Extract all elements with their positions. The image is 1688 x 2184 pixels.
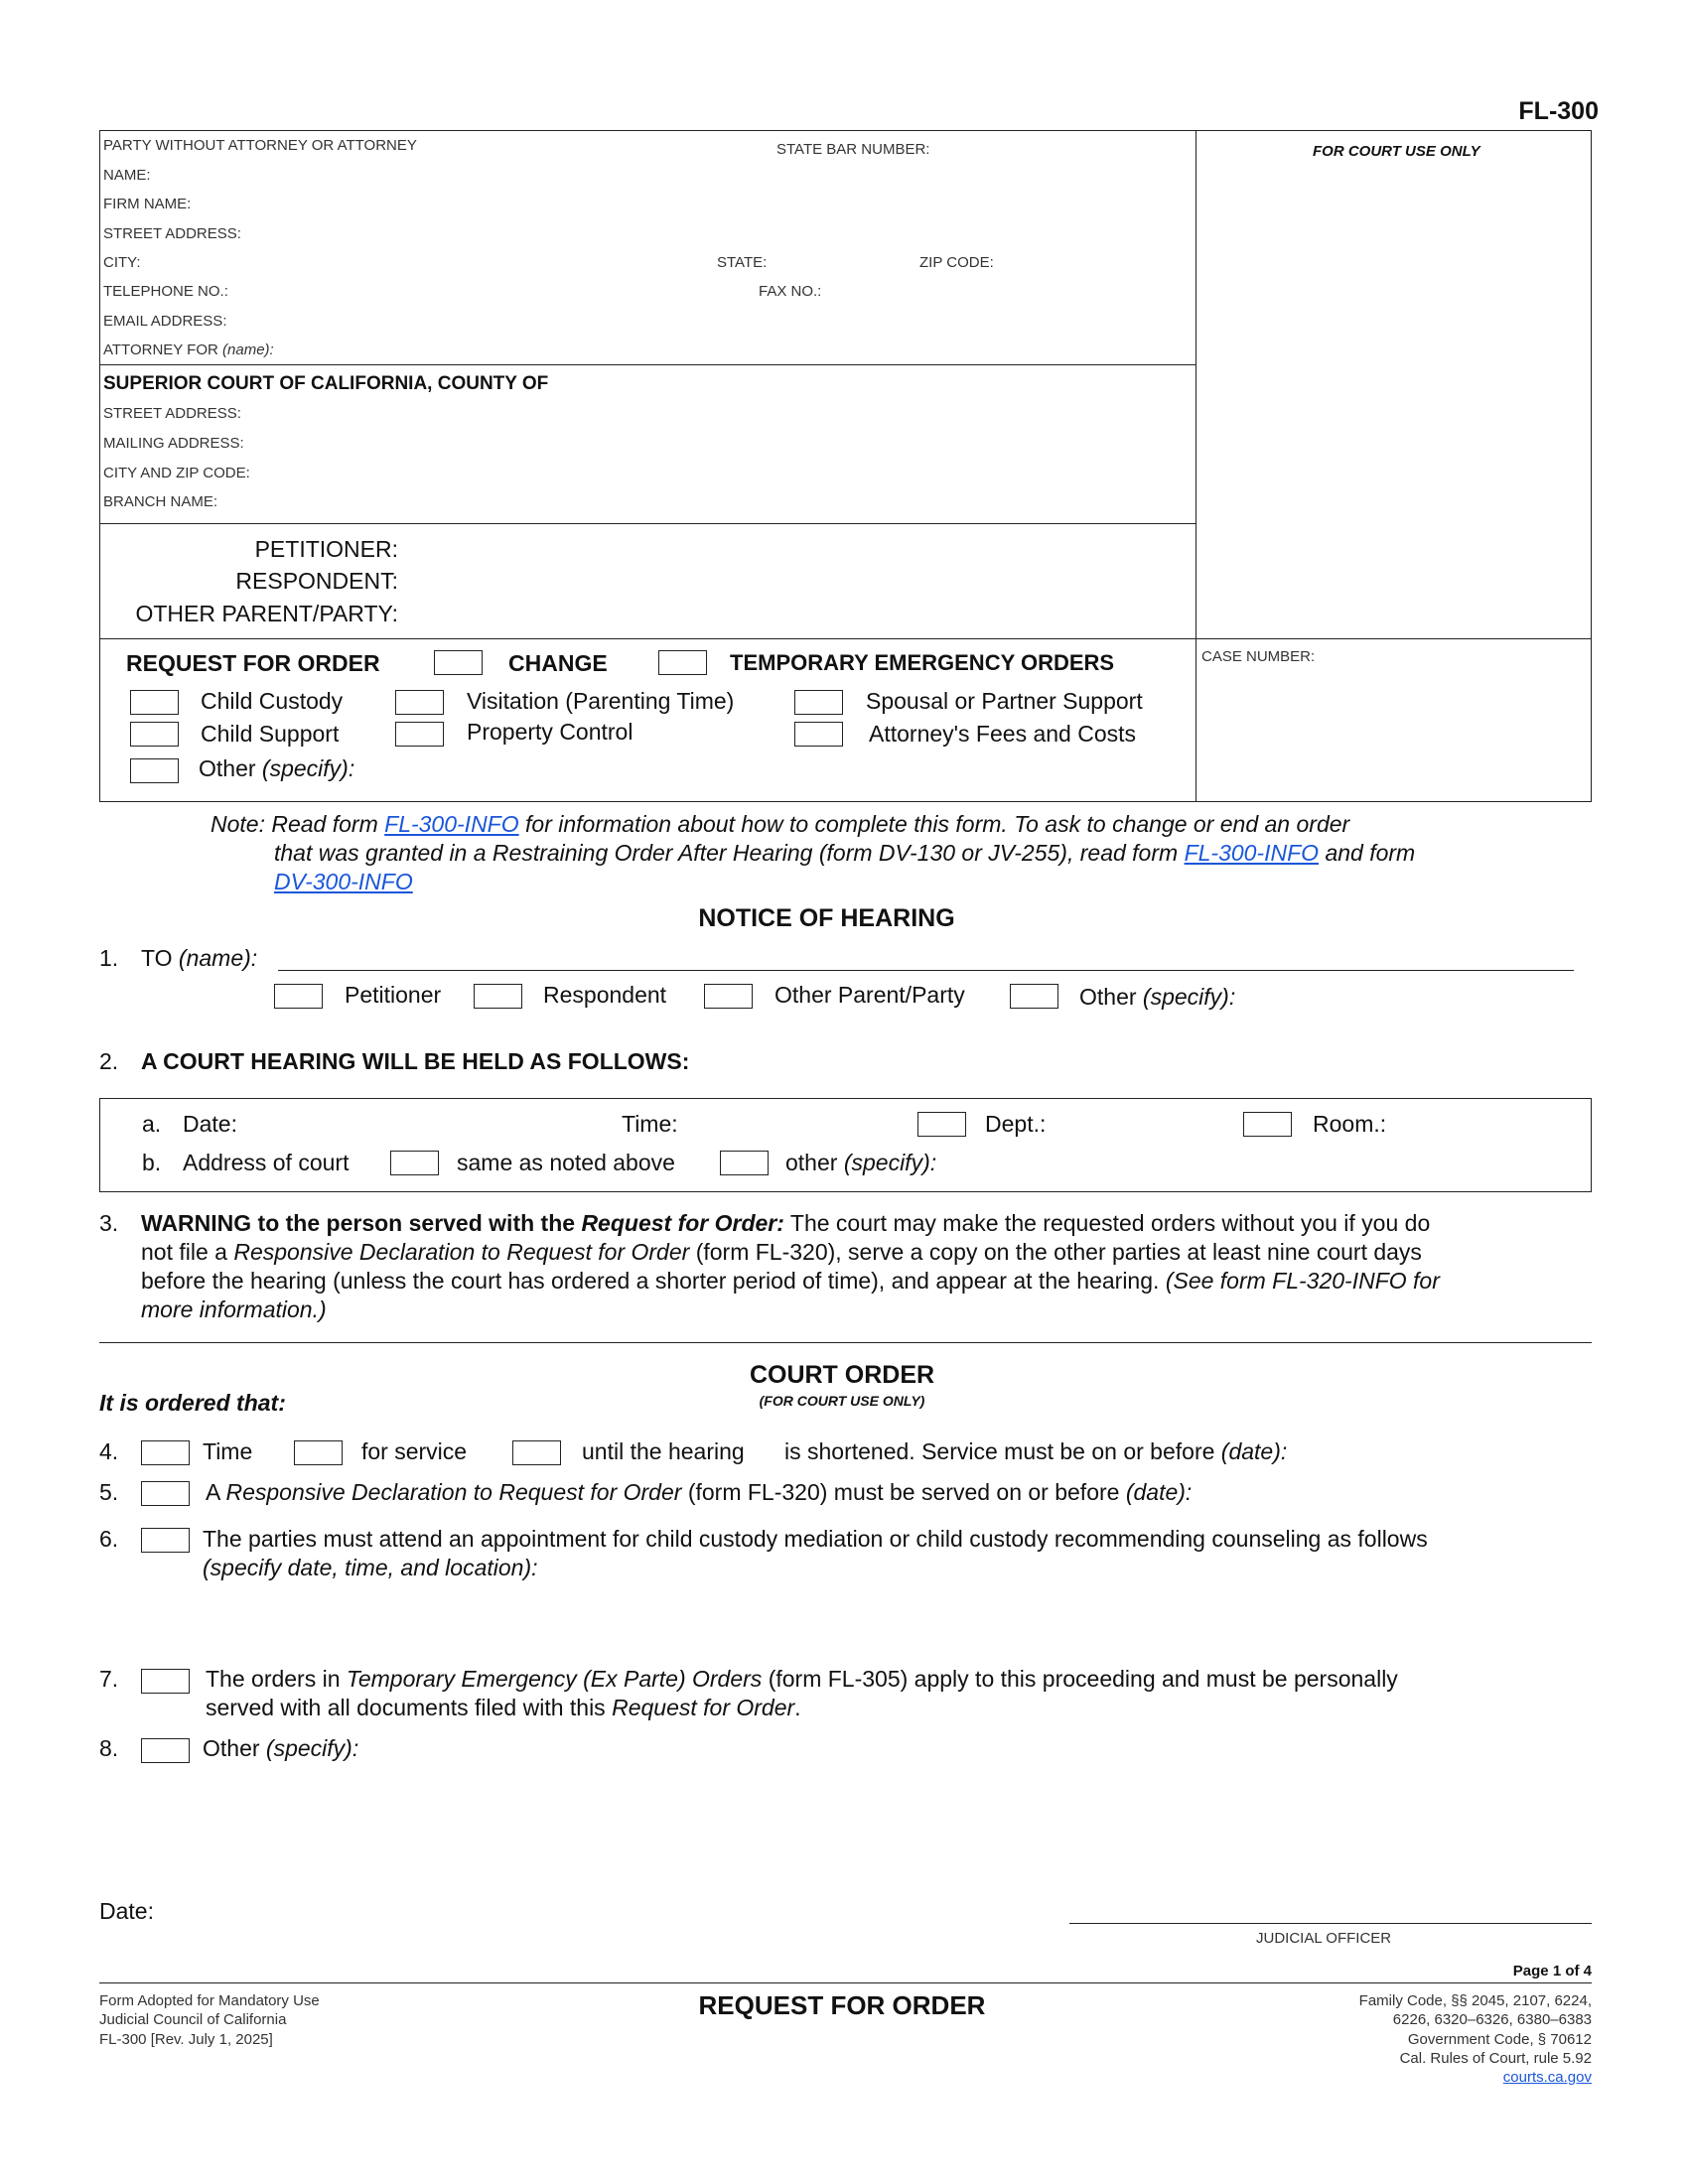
- attorney-for-input[interactable]: [298, 339, 1186, 362]
- telephone-label: TELEPHONE NO.:: [103, 283, 228, 300]
- footer-family-code-1: Family Code, §§ 2045, 2107, 6224,: [1358, 1992, 1592, 2009]
- judicial-signature-input[interactable]: [1072, 1898, 1593, 1922]
- responsive-date-input[interactable]: [1283, 1481, 1583, 1505]
- footer-rule: [99, 1982, 1592, 1983]
- warning-line2: not file a Responsive Declaration to Request for Order (form FL-320), serve a copy on the other parties at least nine court days: [141, 1239, 1422, 1265]
- footer-rules-of-court: Cal. Rules of Court, rule 5.92: [1399, 2050, 1592, 2067]
- petitioner-input[interactable]: [407, 538, 1186, 562]
- firm-label: FIRM NAME:: [103, 196, 192, 212]
- hearing-a-letter: a.: [142, 1111, 162, 1137]
- state-label: STATE:: [717, 254, 768, 271]
- telephone-input[interactable]: [248, 280, 749, 304]
- court-use-only-label: FOR COURT USE ONLY: [1313, 143, 1480, 160]
- item-6-number: 6.: [99, 1526, 119, 1552]
- ordered-that-label: It is ordered that:: [99, 1390, 286, 1416]
- party-label: PARTY WITHOUT ATTORNEY OR ATTORNEY: [103, 137, 417, 154]
- note-line2: that was granted in a Restraining Order After Hearing (form DV-130 or JV-255), read form FL-300-INFO and form: [274, 840, 1416, 866]
- dv-300-info-link[interactable]: DV-300-INFO: [274, 869, 413, 894]
- for-service-checkbox[interactable]: [294, 1440, 343, 1465]
- item-8-number: 8.: [99, 1735, 119, 1761]
- parties-request-divider: [99, 638, 1592, 639]
- warning-line4: more information.): [141, 1297, 327, 1322]
- mediation-specify: (specify date, time, and location):: [203, 1555, 538, 1580]
- service-date-input[interactable]: [1335, 1440, 1582, 1464]
- other-request-input[interactable]: [377, 758, 1186, 782]
- other-parent-input[interactable]: [407, 603, 1186, 626]
- court-order-separator: [99, 1342, 1592, 1343]
- child-support-checkbox[interactable]: [130, 722, 179, 747]
- until-hearing-checkbox[interactable]: [512, 1440, 561, 1465]
- footer-council: Judicial Council of California: [99, 2011, 287, 2028]
- hearing-dept-checkbox[interactable]: [917, 1112, 966, 1137]
- hearing-date-input[interactable]: [254, 1113, 616, 1137]
- child-support-label: Child Support: [201, 721, 340, 747]
- mediation-text: The parties must attend an appointment for child custody mediation or child custody recommending counseling as follows: [203, 1526, 1428, 1552]
- court-parties-divider: [99, 523, 1196, 524]
- responsive-declaration-checkbox[interactable]: [141, 1481, 190, 1506]
- child-custody-label: Child Custody: [201, 688, 344, 714]
- other-order-input[interactable]: [381, 1738, 1582, 1762]
- fl-300-info-link-2[interactable]: FL-300-INFO: [1184, 840, 1320, 866]
- until-hearing-label: until the hearing: [582, 1438, 745, 1464]
- visitation-label: Visitation (Parenting Time): [467, 688, 735, 714]
- court-street-label: STREET ADDRESS:: [103, 405, 241, 422]
- to-name-label: TO (name):: [141, 945, 258, 971]
- note-line3: [274, 869, 413, 895]
- court-branch-input[interactable]: [234, 490, 1186, 514]
- property-control-checkbox[interactable]: [395, 722, 444, 747]
- hearing-b-letter: b.: [142, 1150, 162, 1175]
- footer-family-code-2: 6226, 6320–6326, 6380–6383: [1392, 2011, 1592, 2028]
- court-address-label: Address of court: [183, 1150, 350, 1175]
- time-shortened-checkbox[interactable]: [141, 1440, 190, 1465]
- item-5-number: 5.: [99, 1479, 119, 1505]
- fl-300-info-link-1[interactable]: FL-300-INFO: [384, 811, 519, 837]
- hearing-date-label: Date:: [183, 1111, 237, 1137]
- county-input[interactable]: [635, 373, 1186, 397]
- respondent-input[interactable]: [407, 570, 1186, 594]
- hearing-dept-label: Dept.:: [985, 1111, 1047, 1137]
- other-order-label: Other (specify):: [203, 1735, 359, 1761]
- other-address-input[interactable]: [955, 1152, 1585, 1175]
- item-2-number: 2.: [99, 1048, 119, 1074]
- street-input[interactable]: [262, 222, 1186, 246]
- to-name-input[interactable]: [282, 946, 1577, 970]
- court-city-zip-label: CITY AND ZIP CODE:: [103, 465, 250, 481]
- state-bar-input[interactable]: [953, 138, 1186, 162]
- notice-other-parent-checkbox[interactable]: [704, 984, 753, 1009]
- notice-petitioner-checkbox[interactable]: [274, 984, 323, 1009]
- fax-label: FAX NO.:: [759, 283, 822, 300]
- order-date-input[interactable]: [169, 1900, 669, 1924]
- other-order-checkbox[interactable]: [141, 1738, 190, 1763]
- state-input[interactable]: [778, 251, 912, 275]
- property-control-label: Property Control: [467, 719, 633, 745]
- form-number: FL-300: [1518, 97, 1599, 125]
- other-address-checkbox[interactable]: [720, 1151, 769, 1175]
- street-label: STREET ADDRESS:: [103, 225, 241, 242]
- court-title: SUPERIOR COURT OF CALIFORNIA, COUNTY OF: [103, 373, 549, 394]
- notice-other-parent-label: Other Parent/Party: [774, 982, 965, 1008]
- item-3-number: 3.: [99, 1210, 119, 1236]
- respondent-label: RESPONDENT:: [235, 568, 398, 594]
- for-service-label: for service: [361, 1438, 468, 1464]
- court-mailing-label: MAILING ADDRESS:: [103, 435, 244, 452]
- zip-label: ZIP CODE:: [919, 254, 994, 271]
- ex-parte-line1: The orders in Temporary Emergency (Ex Parte) Orders (form FL-305) apply to this proceeding and must be personally: [206, 1666, 1398, 1692]
- same-address-checkbox[interactable]: [390, 1151, 439, 1175]
- email-input[interactable]: [248, 310, 1186, 334]
- firm-input[interactable]: [209, 193, 1186, 216]
- hearing-room-input[interactable]: [1392, 1113, 1585, 1137]
- order-date-label: Date:: [99, 1898, 154, 1924]
- change-checkbox[interactable]: [434, 650, 483, 675]
- change-label: CHANGE: [508, 650, 608, 676]
- name-label: NAME:: [103, 167, 151, 184]
- spousal-support-checkbox[interactable]: [794, 690, 843, 715]
- other-parent-label: OTHER PARENT/PARTY:: [135, 601, 398, 626]
- other-request-label: Other (specify):: [199, 755, 355, 781]
- responsive-declaration-text: A Responsive Declaration to Request for Order (form FL-320) must be served on or before (date):: [206, 1479, 1193, 1505]
- hearing-dept-input[interactable]: [1055, 1113, 1237, 1137]
- hearing-title: A COURT HEARING WILL BE HELD AS FOLLOWS:: [141, 1048, 690, 1074]
- attorney-fees-label: Attorney's Fees and Costs: [869, 721, 1137, 747]
- petitioner-label: PETITIONER:: [254, 536, 398, 562]
- time-label: Time: [203, 1438, 253, 1464]
- judicial-signature-line: [1069, 1923, 1592, 1924]
- footer-revision: FL-300 [Rev. July 1, 2025]: [99, 2031, 273, 2048]
- court-mailing-input[interactable]: [268, 432, 1186, 456]
- temporary-emergency-checkbox[interactable]: [658, 650, 707, 675]
- footer-government-code: Government Code, § 70612: [1407, 2031, 1592, 2048]
- hearing-time-label: Time:: [622, 1111, 678, 1137]
- court-order-subheading: (FOR COURT USE ONLY): [759, 1393, 925, 1409]
- court-city-zip-input[interactable]: [274, 462, 1186, 485]
- city-label: CITY:: [103, 254, 141, 271]
- notice-other-label: Other (specify):: [1079, 984, 1236, 1010]
- notice-respondent-checkbox[interactable]: [474, 984, 522, 1009]
- shortened-text: is shortened. Service must be on or before (date):: [784, 1438, 1288, 1464]
- item-1-number: 1.: [99, 945, 119, 971]
- ex-parte-line2: served with all documents filed with this Request for Order.: [206, 1695, 801, 1720]
- name-input[interactable]: [159, 164, 1186, 188]
- page-number: Page 1 of 4: [1512, 1963, 1592, 1979]
- hearing-room-checkbox[interactable]: [1243, 1112, 1292, 1137]
- state-bar-label: STATE BAR NUMBER:: [776, 141, 930, 158]
- attorney-fees-checkbox[interactable]: [794, 722, 843, 747]
- court-street-input[interactable]: [262, 402, 1186, 426]
- footer-title: REQUEST FOR ORDER: [698, 1990, 986, 2020]
- mediation-checkbox[interactable]: [141, 1528, 190, 1553]
- notice-other-input[interactable]: [1256, 986, 1578, 1010]
- warning-line3: before the hearing (unless the court has ordered a shorter period of time), and appear at the hearing. (See form FL-320-INFO for: [141, 1268, 1440, 1294]
- case-number-label: CASE NUMBER:: [1201, 648, 1316, 665]
- notice-respondent-label: Respondent: [543, 982, 667, 1008]
- spousal-support-label: Spousal or Partner Support: [866, 688, 1143, 714]
- other-address-label: other (specify):: [785, 1150, 937, 1175]
- other-request-checkbox[interactable]: [130, 758, 179, 783]
- item-4-number: 4.: [99, 1438, 119, 1464]
- hearing-room-label: Room.:: [1313, 1111, 1387, 1137]
- hearing-time-input[interactable]: [687, 1113, 910, 1137]
- same-address-label: same as noted above: [457, 1150, 675, 1175]
- zip-input[interactable]: [1005, 251, 1186, 275]
- request-for-order-title: REQUEST FOR ORDER: [126, 650, 380, 676]
- temporary-emergency-label: TEMPORARY EMERGENCY ORDERS: [730, 650, 1115, 675]
- party-court-divider: [99, 364, 1196, 365]
- attorney-for-label: ATTORNEY FOR (name):: [103, 341, 274, 358]
- courts-website-link[interactable]: courts.ca.gov: [1502, 2069, 1592, 2086]
- notice-petitioner-label: Petitioner: [345, 982, 442, 1008]
- mediation-details-input[interactable]: [203, 1593, 1582, 1617]
- to-name-underline: [278, 970, 1574, 971]
- case-number-input[interactable]: [1203, 685, 1585, 709]
- child-custody-checkbox[interactable]: [130, 690, 179, 715]
- fax-input[interactable]: [836, 280, 1186, 304]
- notice-other-checkbox[interactable]: [1010, 984, 1058, 1009]
- footer-adopted: Form Adopted for Mandatory Use: [99, 1992, 320, 2009]
- warning-line1: WARNING to the person served with the Request for Order: The court may make the requested orders without you if you do: [141, 1210, 1431, 1236]
- court-branch-label: BRANCH NAME:: [103, 493, 218, 510]
- ex-parte-orders-checkbox[interactable]: [141, 1669, 190, 1694]
- notice-of-hearing-heading: NOTICE OF HEARING: [698, 904, 955, 932]
- note-line1: Note: Read form FL-300-INFO for information about how to complete this form. To ask to change or end an order: [211, 811, 1350, 837]
- court-order-heading: COURT ORDER: [749, 1361, 935, 1389]
- email-label: EMAIL ADDRESS:: [103, 313, 227, 330]
- visitation-checkbox[interactable]: [395, 690, 444, 715]
- city-input[interactable]: [149, 251, 709, 275]
- item-7-number: 7.: [99, 1666, 119, 1692]
- judicial-officer-label: JUDICIAL OFFICER: [1256, 1930, 1392, 1947]
